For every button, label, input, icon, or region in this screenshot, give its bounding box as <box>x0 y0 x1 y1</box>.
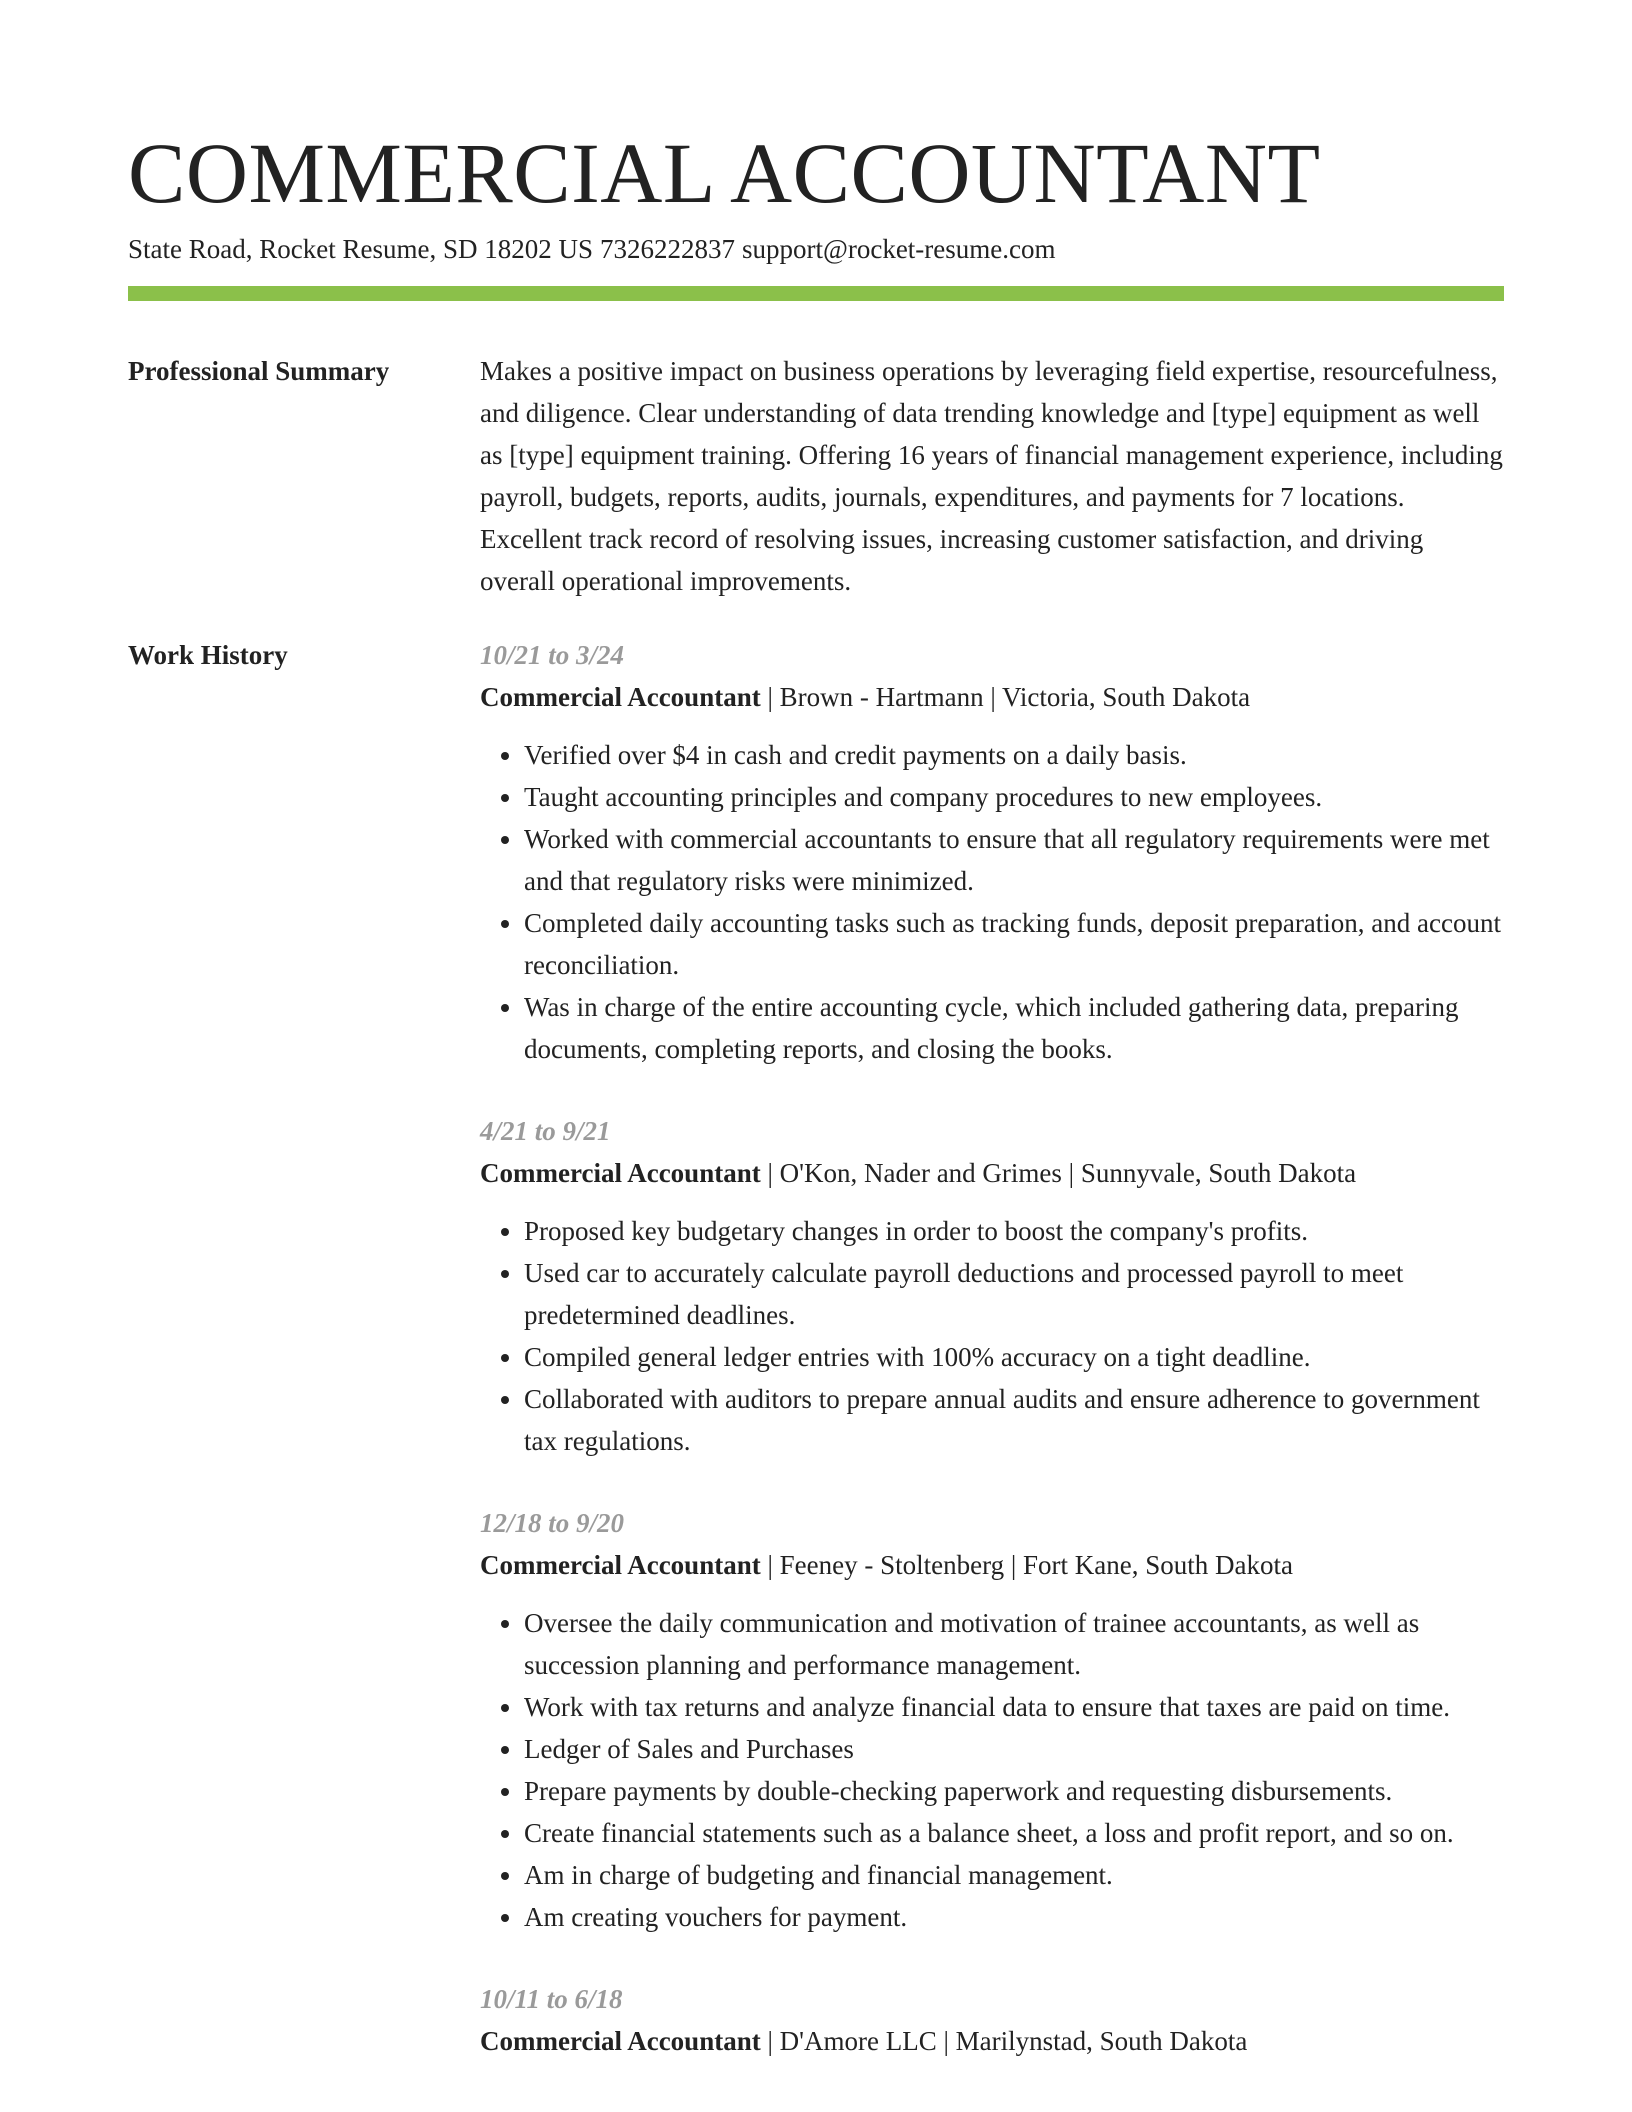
contact-line <box>128 231 1056 267</box>
work-entry <box>480 1978 1504 2062</box>
work-entry-company: O'Kon, Nader and Grimes <box>779 1158 1062 1188</box>
work-entry-dates: 10/11 to 6/18 <box>480 1984 623 2014</box>
work-entry-company: D'Amore LLC <box>779 2026 937 2056</box>
separator: | <box>1061 1158 1081 1188</box>
separator: | <box>760 682 780 712</box>
work-entry-title-line <box>480 1152 1504 1194</box>
header-divider <box>128 286 1504 301</box>
work-entry-bullets <box>480 734 1504 1070</box>
work-entry-bullets <box>480 1210 1504 1462</box>
work-entry-bullet: • Collaborated with auditors to prepare annual audits and ensure adherence to government tax regulations. <box>524 1378 1504 1462</box>
resume-name-heading: COMMERCIAL ACCOUNTANT <box>128 125 1321 221</box>
work-entry <box>480 634 1504 1070</box>
contact-phone: 7326222837 <box>599 234 735 264</box>
work-entry-bullet: • Ledger of Sales and Purchases <box>524 1728 1504 1770</box>
work-entry-bullet: • Verified over $4 in cash and credit payments on a daily basis. <box>524 734 1504 776</box>
separator: | <box>760 1550 780 1580</box>
work-entry-location: Fort Kane, South Dakota <box>1022 1550 1293 1580</box>
work-entry-bullet: • Was in charge of the entire accounting cycle, which included gathering data, preparing documents, completing reports, and closing the books. <box>524 986 1504 1070</box>
contact-email: support@rocket-resume.com <box>741 234 1056 264</box>
work-entry-location: Victoria, South Dakota <box>1002 682 1251 712</box>
work-entry-bullet: • Proposed key budgetary changes in order to boost the company's profits. <box>524 1210 1504 1252</box>
work-entry-job-title: Commercial Accountant <box>480 2026 761 2056</box>
work-history-list <box>480 634 1504 2102</box>
work-entry-bullet: • Prepare payments by double-checking paperwork and requesting disbursements. <box>524 1770 1504 1812</box>
work-entry-bullet: • Oversee the daily communication and motivation of trainee accountants, as well as succession planning and performance management. <box>524 1602 1504 1686</box>
work-entry-dates: 12/18 to 9/20 <box>480 1508 625 1538</box>
work-entry-job-title: Commercial Accountant <box>480 1158 761 1188</box>
separator: | <box>983 682 1002 712</box>
work-entry-title-line <box>480 1544 1504 1586</box>
work-entry-bullet: • Used car to accurately calculate payroll deductions and processed payroll to meet predetermined deadlines. <box>524 1252 1504 1336</box>
separator: | <box>936 2026 956 2056</box>
summary-text: Makes a positive impact on business operations by leveraging field expertise, resourcefulness, and diligence. Clear understanding of data trending knowledge and [type] equipment as well as [type] equipment training. Offering 16 years of financial management experience, including payroll, budgets, reports, audits, journals, expenditures, and payments for 7 locations. Excellent track record of resolving issues, increasing customer satisfaction, and driving overall operational improvements. <box>480 356 1503 596</box>
work-entry-job-title: Commercial Accountant <box>480 682 761 712</box>
work-entry-job-title: Commercial Accountant <box>480 1550 761 1580</box>
work-entry-bullet: • Create financial statements such as a balance sheet, a loss and profit report, and so on. <box>524 1812 1504 1854</box>
work-entry-title-line <box>480 676 1504 718</box>
separator: | <box>760 1158 780 1188</box>
work-entry-bullets <box>480 1602 1504 1938</box>
summary-section-label: Professional Summary <box>128 356 390 386</box>
work-entry-location: Marilynstad, South Dakota <box>955 2026 1248 2056</box>
work-entry <box>480 1502 1504 1938</box>
separator: | <box>760 2026 780 2056</box>
work-entry-company: Brown - Hartmann <box>779 682 984 712</box>
work-entry <box>480 1110 1504 1462</box>
work-entry-location: Sunnyvale, South Dakota <box>1080 1158 1357 1188</box>
work-entry-bullet: • Work with tax returns and analyze financial data to ensure that taxes are paid on time. <box>524 1686 1504 1728</box>
work-entry-bullet: • Compiled general ledger entries with 100% accuracy on a tight deadline. <box>524 1336 1504 1378</box>
work-entry-dates: 10/21 to 3/24 <box>480 640 625 670</box>
work-entry-company: Feeney - Stoltenberg <box>779 1550 1005 1580</box>
work-history-section-label: Work History <box>128 640 288 670</box>
work-entry-bullet: • Completed daily accounting tasks such as tracking funds, deposit preparation, and account reconciliation. <box>524 902 1504 986</box>
work-entry-bullet: • Am creating vouchers for payment. <box>524 1896 1504 1938</box>
separator: | <box>1004 1550 1023 1580</box>
work-entry-bullet: • Am in charge of budgeting and financial management. <box>524 1854 1504 1896</box>
work-entry-title-line <box>480 2020 1504 2062</box>
work-entry-bullet: • Taught accounting principles and company procedures to new employees. <box>524 776 1504 818</box>
work-entry-dates: 4/21 to 9/21 <box>480 1116 611 1146</box>
work-entry-bullet: • Worked with commercial accountants to ensure that all regulatory requirements were met and that regulatory risks were minimized. <box>524 818 1504 902</box>
contact-address: State Road, Rocket Resume, SD 18202 US <box>128 234 593 264</box>
